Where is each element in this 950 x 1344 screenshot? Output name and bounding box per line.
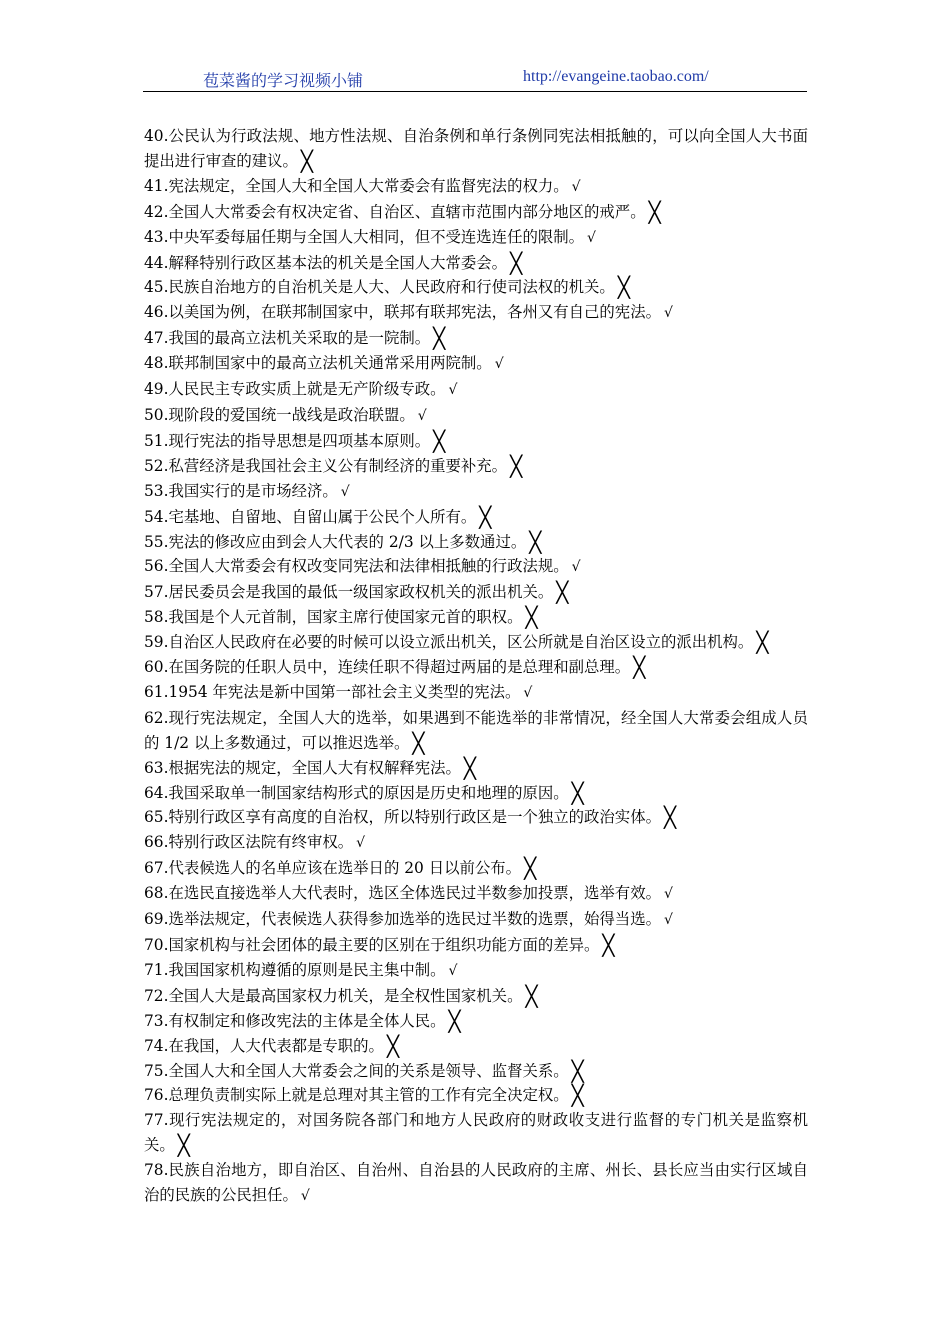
question-text: 57.居民委员会是我国的最低一级国家政权机关的派出机关。: [144, 583, 554, 602]
question-text: 74.在我国，人大代表都是专职的。: [144, 1036, 384, 1055]
shop-name: 苞菜酱的学习视频小铺: [203, 71, 364, 90]
question-text: 75.全国人大和全国人大常委会之间的关系是领导、监督关系。: [144, 1061, 569, 1080]
check-mark-icon: √: [300, 1188, 310, 1205]
page-header: [143, 66, 807, 92]
question-item: [144, 1158, 808, 1209]
question-item: [144, 326, 808, 351]
question-text: 66.特别行政区法院有终审权。: [144, 833, 354, 852]
question-text: 51.现行宪法的指导思想是四项基本原则。: [144, 431, 431, 450]
check-mark-icon: √: [663, 886, 673, 903]
check-mark-icon: √: [663, 305, 673, 322]
question-item: [144, 351, 808, 377]
cross-mark-icon: ╳: [648, 199, 661, 224]
check-mark-icon: √: [523, 684, 533, 701]
question-item: [144, 630, 808, 655]
question-item: [144, 805, 808, 830]
question-item: [144, 1083, 808, 1108]
cross-mark-icon: ╳: [602, 933, 615, 957]
question-item: [144, 881, 808, 907]
question-text: 62.现行宪法规定，全国人大的选举，如果遇到不能选举的非常情况，经全国人大常委会组成人员的 1/2 以上多数通过，可以推迟选举。: [144, 708, 808, 752]
cross-mark-icon: ╳: [556, 580, 569, 605]
check-mark-icon: √: [494, 356, 504, 373]
cross-mark-icon: ╳: [756, 630, 769, 655]
cross-mark-icon: ╳: [412, 730, 425, 755]
question-text: 55.宪法的修改应由到会人大代表的 2/3 以上多数通过。: [144, 532, 527, 551]
cross-mark-icon: ╳: [510, 250, 523, 275]
question-text: 56.全国人大常委会有权改变同宪法和法律相抵触的行政法规。: [144, 557, 569, 576]
question-item: [144, 984, 808, 1009]
question-text: 61.1954 年宪法是新中国第一部社会主义类型的宪法。: [144, 682, 521, 701]
question-text: 68.在选民直接选举人大代表时，选区全体选民过半数参加投票，选举有效。: [144, 884, 661, 903]
question-text: 69.选举法规定，代表候选人获得参加选举的选民过半数的选票，始得当选。: [144, 910, 661, 929]
question-text: 77.现行宪法规定的，对国务院各部门和地方人民政府的财政收支进行监督的专门机关是监察机关。: [144, 1111, 808, 1155]
question-item: [144, 856, 808, 881]
question-item: [144, 830, 808, 856]
check-mark-icon: √: [587, 229, 596, 246]
question-item: [144, 1108, 808, 1158]
cross-mark-icon: ╳: [433, 326, 446, 351]
question-item: [144, 907, 808, 933]
question-text: 40.公民认为行政法规、地方性法规、自治条例和单行条例同宪法相抵触的，可以向全国人大书面提出进行审查的建议。: [144, 127, 808, 170]
cross-mark-icon: ╳: [633, 655, 646, 680]
question-item: [144, 781, 808, 806]
question-item: [144, 580, 808, 605]
cross-mark-icon: ╳: [525, 983, 538, 1008]
cross-mark-icon: ╳: [510, 453, 523, 478]
question-text: 58.我国是个人元首制，国家主席行使国家元首的职权。: [144, 608, 523, 627]
question-text: 46.以美国为例，在联邦制国家中，联邦有联邦宪法，各州又有自己的宪法。: [144, 303, 661, 322]
cross-mark-icon: ╳: [479, 504, 492, 529]
question-item: [144, 403, 808, 429]
question-text: 47.我国的最高立法机关采取的是一院制。: [144, 329, 431, 348]
question-item: [144, 1034, 808, 1059]
question-text: 49.人民民主专政实质上就是无产阶级专政。: [144, 380, 446, 399]
question-text: 53.我国实行的是市场经济。: [144, 481, 338, 500]
shop-url[interactable]: http://evangeine.taobao.com/: [523, 68, 709, 85]
check-mark-icon: √: [356, 835, 366, 852]
cross-mark-icon: ╳: [386, 1033, 399, 1058]
question-item: [144, 706, 808, 756]
question-text: 52.私营经济是我国社会主义公有制经济的重要补充。: [144, 456, 508, 475]
question-item: [144, 680, 808, 706]
question-item: [144, 225, 808, 251]
check-mark-icon: √: [571, 178, 581, 195]
cross-mark-icon: ╳: [617, 275, 630, 300]
cross-mark-icon: ╳: [463, 755, 476, 780]
question-item: [144, 1059, 808, 1084]
question-item: [144, 124, 808, 174]
question-text: 67.代表候选人的名单应该在选举日的 20 日以前公布。: [144, 859, 522, 878]
question-text: 70.国家机构与社会团体的最主要的区别在于组织功能方面的差异。: [144, 936, 600, 954]
check-mark-icon: √: [571, 559, 581, 576]
question-text: 59.自治区人民政府在必要的时候可以设立派出机关，区公所就是自治区设立的派出机构。: [144, 633, 754, 652]
question-item: [144, 554, 808, 580]
cross-mark-icon: ╳: [571, 780, 584, 805]
question-text: 45.民族自治地方的自治机关是人大、人民政府和行使司法权的机关。: [144, 278, 615, 297]
check-mark-icon: √: [448, 962, 458, 979]
question-item: [144, 300, 808, 326]
cross-mark-icon: ╳: [448, 1008, 461, 1033]
question-item: [144, 1009, 808, 1034]
cross-mark-icon: ╳: [524, 856, 537, 881]
question-text: 54.宅基地、自留地、自留山属于公民个人所有。: [144, 507, 477, 526]
check-mark-icon: √: [340, 483, 350, 500]
question-item: [144, 377, 808, 403]
question-text: 71.我国国家机构遵循的原则是民主集中制。: [144, 960, 446, 979]
question-text: 64.我国采取单一制国家结构形式的原因是历史和地理的原因。: [144, 783, 569, 802]
question-text: 42.全国人大常委会有权决定省、自治区、直辖市范围内部分地区的戒严。: [144, 202, 646, 221]
question-item: [144, 479, 808, 505]
check-mark-icon: √: [417, 407, 427, 424]
question-list: [144, 124, 808, 1209]
cross-mark-icon: ╳: [571, 1083, 584, 1108]
cross-mark-icon: ╳: [525, 605, 538, 630]
question-text: 44.解释特别行政区基本法的机关是全国人大常委会。: [144, 253, 508, 272]
cross-mark-icon: ╳: [663, 805, 677, 830]
question-text: 78.民族自治地方，即自治区、自治州、自治县的人民政府的主席、州长、县长应当由实行区域自治的民族的公民担任。: [144, 1161, 808, 1205]
question-text: 43.中央军委每届任期与全国人大相同，但不受连选连任的限制。: [144, 227, 585, 246]
question-item: [144, 429, 808, 454]
question-text: 48.联邦制国家中的最高立法机关通常采用两院制。: [144, 354, 492, 373]
question-item: [144, 605, 808, 630]
question-item: [144, 454, 808, 479]
question-item: [144, 174, 808, 200]
question-item: [144, 756, 808, 781]
question-item: [144, 251, 808, 276]
cross-mark-icon: ╳: [529, 529, 542, 554]
question-text: 76.总理负责制实际上就是总理对其主管的工作有完全决定权。: [144, 1086, 569, 1105]
question-item: [144, 958, 808, 984]
question-item: [144, 933, 808, 958]
question-text: 65.特别行政区享有高度的自治权，所以特别行政区是一个独立的政治实体。: [144, 808, 661, 827]
cross-mark-icon: ╳: [177, 1133, 190, 1158]
question-text: 41.宪法规定，全国人大和全国人大常委会有监督宪法的权力。: [144, 176, 569, 195]
question-text: 73.有权制定和修改宪法的主体是全体人民。: [144, 1011, 446, 1030]
question-item: [144, 530, 808, 555]
question-text: 60.在国务院的任职人员中，连续任职不得超过两届的是总理和副总理。: [144, 658, 631, 677]
question-item: [144, 505, 808, 530]
check-mark-icon: √: [663, 912, 673, 929]
check-mark-icon: √: [448, 382, 458, 399]
question-item: [144, 655, 808, 680]
question-item: [144, 275, 808, 300]
question-item: [144, 200, 808, 225]
question-text: 72.全国人大是最高国家权力机关，是全权性国家机关。: [144, 986, 523, 1005]
question-text: 50.现阶段的爱国统一战线是政治联盟。: [144, 405, 415, 424]
cross-mark-icon: ╳: [571, 1058, 584, 1083]
cross-mark-icon: ╳: [433, 428, 446, 453]
cross-mark-icon: ╳: [300, 148, 313, 173]
question-text: 63.根据宪法的规定，全国人大有权解释宪法。: [144, 758, 461, 777]
